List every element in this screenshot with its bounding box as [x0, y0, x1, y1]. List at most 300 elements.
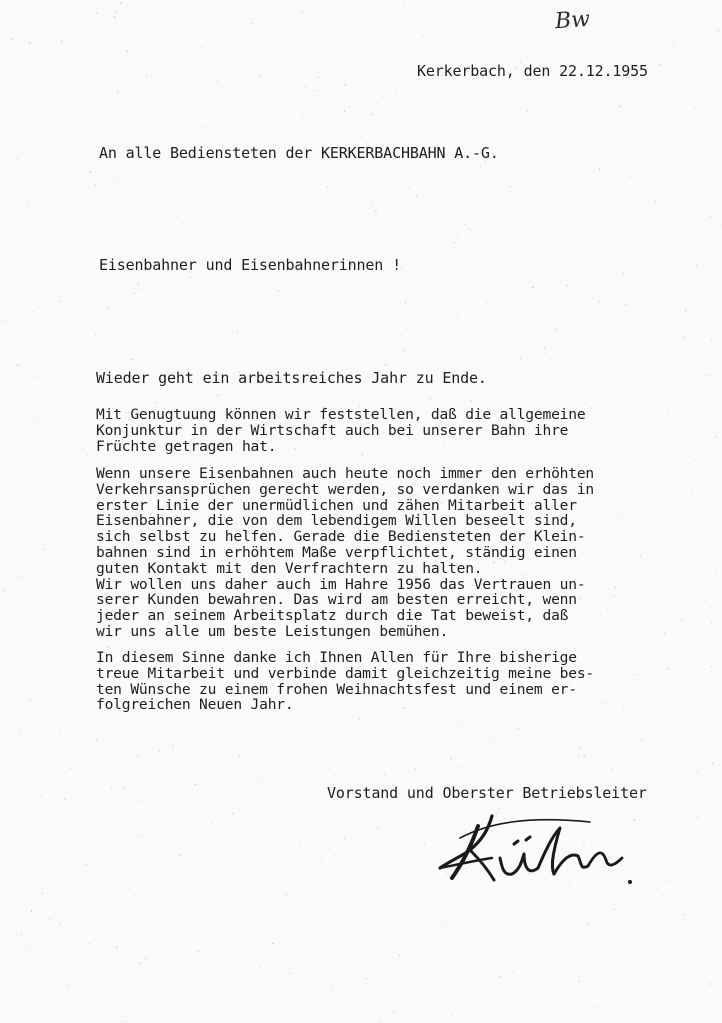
paper-speckle [137, 755, 139, 757]
paper-speckle [217, 394, 219, 396]
paper-speckle [40, 796, 41, 797]
paper-speckle [656, 889, 657, 890]
paper-speckle [107, 898, 108, 899]
paper-speckle [75, 542, 77, 544]
paper-speckle [684, 601, 685, 602]
paper-speckle [159, 750, 161, 752]
paper-speckle [10, 30, 11, 31]
paragraph-line: jeder an seinem Arbeitsplatz durch die Tat beweist, daß [96, 607, 569, 625]
paper-speckle [86, 454, 88, 456]
paper-speckle [236, 332, 238, 334]
paper-speckle [344, 838, 345, 839]
paper-speckle [345, 9, 346, 10]
paper-speckle [385, 364, 387, 366]
paper-speckle [623, 944, 624, 945]
paper-speckle [59, 728, 61, 730]
paper-speckle [22, 863, 23, 864]
paper-speckle [418, 133, 419, 134]
paper-speckle [51, 227, 52, 228]
paper-speckle [281, 766, 282, 767]
paper-speckle [481, 38, 482, 39]
paper-speckle [518, 759, 519, 760]
paper-speckle [673, 324, 674, 325]
paper-speckle [96, 740, 97, 741]
paper-speckle [384, 774, 385, 775]
paper-speckle [445, 921, 447, 923]
paper-speckle [510, 186, 512, 188]
paper-speckle [82, 833, 83, 834]
paper-speckle [487, 368, 488, 369]
paper-speckle [523, 327, 524, 328]
paper-speckle [359, 718, 361, 720]
paper-speckle [3, 515, 4, 516]
paper-speckle [198, 951, 199, 952]
paper-speckle [2, 1000, 3, 1001]
paper-speckle [443, 128, 444, 129]
paper-speckle [349, 106, 350, 107]
paper-speckle [375, 210, 377, 212]
paper-speckle [69, 216, 71, 218]
paper-speckle [598, 1006, 600, 1008]
paper-speckle [555, 744, 556, 745]
paper-speckle [276, 30, 277, 31]
paper-speckle [490, 738, 492, 740]
paper-speckle [142, 738, 143, 739]
paragraph-1 [96, 407, 585, 454]
paper-speckle [698, 631, 699, 632]
paper-speckle [245, 106, 246, 107]
paper-speckle [393, 1012, 394, 1013]
addressee-line: An alle Bediensteten der KERKERBACHBAHN A.-G. [99, 144, 499, 162]
paper-speckle [176, 216, 177, 217]
paper-speckle [416, 195, 417, 196]
paragraph-line: Eisenbahner, die von dem lebendigem Willen beseelt sind, [96, 512, 577, 530]
paper-speckle [4, 775, 6, 777]
salutation: Eisenbahner und Eisenbahnerinnen ! [99, 256, 401, 274]
paper-speckle [258, 780, 260, 782]
paper-speckle [5, 198, 6, 199]
paper-speckle [359, 956, 360, 957]
paper-speckle [331, 235, 332, 236]
paper-speckle [581, 134, 582, 135]
paper-speckle [41, 739, 42, 740]
paper-speckle [55, 887, 56, 888]
paragraph-line: Verkehrsansprüchen gerecht werden, so verdanken wir das in [96, 480, 594, 498]
paper-speckle [327, 186, 329, 188]
paper-speckle [669, 51, 670, 52]
paper-speckle [707, 529, 708, 530]
paper-speckle [27, 576, 28, 577]
paper-speckle [527, 732, 528, 733]
paper-speckle [516, 85, 517, 86]
paper-speckle [648, 523, 649, 524]
paper-speckle [361, 881, 363, 883]
paper-speckle [693, 459, 695, 461]
paper-speckle [656, 770, 657, 771]
paper-speckle [274, 92, 275, 93]
paper-speckle [422, 36, 423, 37]
paper-speckle [196, 982, 197, 983]
paper-speckle [59, 301, 61, 303]
paper-speckle [607, 609, 608, 610]
paper-speckle [12, 264, 13, 265]
paper-speckle [141, 835, 143, 837]
paper-speckle [101, 718, 102, 719]
paper-speckle [489, 717, 490, 718]
paper-speckle [356, 53, 357, 54]
paper-speckle [217, 81, 218, 82]
paper-speckle [227, 59, 228, 60]
paper-speckle [272, 943, 274, 945]
paper-speckle [458, 766, 460, 768]
paper-speckle [41, 205, 42, 206]
paper-speckle [143, 800, 144, 801]
paper-speckle [91, 744, 93, 746]
paper-speckle [354, 904, 355, 905]
paper-speckle [25, 554, 26, 555]
paper-speckle [117, 91, 119, 93]
paper-speckle [655, 201, 657, 203]
paper-speckle [477, 981, 479, 983]
paper-speckle [684, 808, 685, 809]
paper-speckle [684, 336, 685, 337]
paper-speckle [304, 86, 306, 88]
paper-speckle [537, 176, 538, 177]
paper-speckle [512, 971, 514, 973]
paper-speckle [287, 276, 288, 277]
paper-speckle [588, 288, 589, 289]
paper-speckle [186, 87, 187, 88]
paper-speckle [591, 248, 593, 250]
paper-speckle [622, 582, 623, 583]
paper-speckle [544, 347, 546, 349]
paper-speckle [403, 350, 404, 351]
paper-speckle [642, 162, 643, 163]
paper-speckle [143, 874, 144, 875]
paper-speckle [76, 992, 77, 993]
paper-speckle [232, 813, 234, 815]
paper-speckle [278, 290, 280, 292]
paper-speckle [146, 786, 147, 787]
paper-speckle [567, 285, 568, 286]
paper-speckle [457, 316, 459, 318]
paper-speckle [19, 492, 21, 494]
paper-speckle [549, 295, 550, 296]
paper-speckle [59, 923, 60, 924]
paper-speckle [380, 1022, 381, 1023]
paper-speckle [74, 463, 76, 465]
paper-speckle [631, 419, 632, 420]
paper-speckle [211, 823, 212, 824]
paper-speckle [68, 984, 70, 986]
closing-title: Vorstand und Oberster Betriebsleiter [327, 784, 647, 802]
paper-speckle [681, 619, 682, 620]
paragraph-line: sich selbst zu helfen. Gerade die Bediensteten der Klein- [96, 528, 586, 546]
paper-speckle [654, 819, 655, 820]
paper-speckle [247, 402, 248, 403]
paper-speckle [699, 914, 700, 915]
paper-speckle [125, 1021, 126, 1022]
paper-speckle [135, 954, 136, 955]
paragraph-line: Konjunktur in der Wirtschaft auch bei unserer Bahn ihre [96, 421, 569, 439]
paper-speckle [125, 796, 126, 797]
paper-speckle [8, 806, 9, 807]
paper-speckle [95, 334, 96, 335]
paper-speckle [287, 290, 288, 291]
paper-speckle [260, 388, 261, 389]
paper-speckle [370, 925, 372, 927]
paper-speckle [107, 171, 108, 172]
paper-speckle [694, 623, 695, 624]
paper-speckle [201, 47, 203, 49]
paper-speckle [11, 38, 13, 40]
paper-speckle [605, 257, 606, 258]
paper-speckle [627, 904, 628, 905]
intro-sentence: Wieder geht ein arbeitsreiches Jahr zu Ende. [96, 369, 487, 387]
paper-speckle [428, 137, 429, 138]
paper-speckle [81, 335, 82, 336]
paper-speckle [107, 307, 109, 309]
paper-speckle [599, 182, 600, 183]
paper-speckle [286, 197, 287, 198]
paper-speckle [616, 300, 617, 301]
paper-speckle [225, 33, 226, 34]
paragraph-line: bahnen sind in erhöhtem Maße verpflichtet, ständig einen [96, 543, 577, 561]
paper-speckle [278, 70, 279, 71]
paper-speckle [685, 235, 686, 236]
paper-speckle [684, 23, 685, 24]
paper-speckle [711, 635, 712, 636]
paper-speckle [189, 727, 190, 728]
paper-speckle [174, 220, 175, 221]
paper-speckle [251, 18, 252, 19]
paper-speckle [127, 765, 128, 766]
paper-speckle [371, 202, 373, 204]
paper-speckle [441, 944, 442, 945]
paper-speckle [644, 312, 646, 314]
paper-speckle [399, 954, 400, 955]
paper-speckle [395, 90, 396, 91]
paper-speckle [645, 581, 646, 582]
paper-speckle [329, 892, 330, 893]
paragraph-line: ten Wünsche zu einem frohen Weihnachtsfest und einem er- [96, 680, 577, 698]
paper-speckle [310, 68, 311, 69]
paper-speckle [502, 218, 503, 219]
paper-speckle [706, 181, 708, 183]
paper-speckle [178, 772, 179, 773]
paper-speckle [450, 88, 451, 89]
paper-speckle [164, 362, 165, 363]
paper-speckle [104, 215, 105, 216]
paper-speckle [662, 29, 663, 30]
paper-speckle [16, 850, 17, 851]
paper-speckle [361, 136, 363, 138]
paper-speckle [583, 756, 585, 758]
paragraph-line: In diesem Sinne danke ich Ihnen Allen für Ihre bisherige [96, 649, 577, 666]
paper-speckle [157, 724, 158, 725]
paper-speckle [429, 397, 431, 399]
paper-speckle [663, 373, 664, 374]
paper-speckle [331, 949, 332, 950]
paper-speckle [668, 994, 669, 995]
paper-speckle [169, 251, 170, 252]
paper-speckle [5, 573, 6, 574]
paper-speckle [543, 132, 544, 133]
paper-speckle [197, 973, 199, 975]
paper-speckle [183, 101, 184, 102]
paper-speckle [28, 20, 29, 21]
paper-speckle [165, 335, 167, 337]
paper-speckle [136, 985, 137, 986]
paper-speckle [388, 347, 389, 348]
paper-speckle [498, 720, 500, 722]
paper-speckle [83, 287, 84, 288]
paper-speckle [559, 202, 560, 203]
paper-speckle [456, 237, 458, 239]
paper-speckle [373, 806, 374, 807]
paper-speckle [6, 321, 7, 322]
paper-speckle [343, 741, 344, 742]
paper-speckle [716, 957, 717, 958]
paper-speckle [467, 991, 468, 992]
paper-speckle [480, 3, 481, 4]
paper-speckle [394, 990, 395, 991]
paper-speckle [290, 973, 291, 974]
paper-speckle [14, 678, 15, 679]
paper-speckle [529, 953, 530, 954]
paper-speckle [300, 329, 302, 331]
paper-speckle [59, 147, 60, 148]
paper-speckle [212, 1021, 213, 1022]
paper-speckle [30, 699, 32, 701]
paper-speckle [557, 307, 558, 308]
paper-speckle [673, 990, 674, 991]
paper-speckle [550, 96, 551, 97]
paper-speckle [429, 724, 430, 725]
paper-speckle [580, 725, 581, 726]
paper-speckle [329, 861, 330, 862]
paper-speckle [711, 666, 712, 667]
paper-speckle [546, 136, 547, 137]
paper-speckle [14, 8, 15, 9]
paper-speckle [132, 359, 134, 361]
paper-speckle [711, 339, 713, 341]
paper-speckle [40, 262, 41, 263]
paper-speckle [697, 772, 699, 774]
paper-speckle [343, 102, 344, 103]
paper-speckle [259, 965, 261, 967]
paper-speckle [705, 1006, 706, 1007]
paper-speckle [578, 981, 580, 983]
paper-speckle [220, 320, 221, 321]
paper-speckle [654, 717, 656, 719]
handwritten-signature [430, 808, 640, 898]
paper-speckle [30, 805, 32, 807]
paper-speckle [352, 300, 353, 301]
paper-speckle [683, 923, 684, 924]
paper-speckle [89, 630, 90, 631]
paper-speckle [354, 397, 355, 398]
paper-speckle [93, 736, 94, 737]
paper-speckle [709, 983, 711, 985]
paper-speckle [241, 931, 242, 932]
paper-speckle [19, 730, 20, 731]
paper-speckle [698, 437, 699, 438]
paper-speckle [128, 888, 129, 889]
paper-speckle [18, 179, 19, 180]
paper-speckle [667, 412, 669, 414]
paper-speckle [110, 885, 111, 886]
paper-speckle [668, 668, 670, 670]
paper-speckle [386, 219, 387, 220]
paper-speckle [22, 227, 24, 229]
paper-speckle [706, 375, 707, 376]
paper-speckle [26, 205, 27, 206]
paper-speckle [86, 317, 87, 318]
paper-speckle [689, 332, 690, 333]
paper-speckle [381, 964, 382, 965]
paper-speckle [20, 422, 21, 423]
paper-speckle [114, 16, 116, 18]
paper-speckle [96, 12, 98, 14]
paper-speckle [391, 25, 392, 26]
paper-speckle [31, 214, 32, 215]
paper-speckle [65, 759, 67, 761]
paper-speckle [641, 740, 643, 742]
paper-speckle [636, 132, 637, 133]
paragraph-2 [96, 466, 594, 640]
paper-speckle [713, 9, 714, 10]
paper-speckle [8, 347, 9, 348]
paper-speckle [703, 181, 704, 182]
paper-speckle [61, 354, 62, 355]
paper-speckle [599, 168, 601, 170]
paper-speckle [368, 246, 369, 247]
paper-speckle [433, 962, 434, 963]
paper-speckle [682, 517, 683, 518]
paper-speckle [470, 400, 472, 402]
paper-speckle [546, 383, 547, 384]
paper-speckle [411, 839, 413, 841]
paper-speckle [286, 894, 287, 895]
paper-speckle [210, 360, 211, 361]
paper-speckle [545, 352, 546, 353]
paper-speckle [565, 898, 566, 899]
paper-speckle [83, 450, 84, 451]
paper-speckle [365, 780, 366, 781]
paper-speckle [98, 228, 99, 229]
paper-speckle [415, 768, 417, 770]
paper-speckle [211, 126, 212, 127]
paper-speckle [85, 864, 87, 866]
paper-speckle [641, 753, 642, 754]
paragraph-line: Mit Genugtuung können wir feststellen, daß die allgemeine [96, 406, 586, 423]
paper-speckle [190, 241, 192, 243]
paper-speckle [399, 125, 400, 126]
paper-speckle [299, 845, 300, 846]
paper-speckle [103, 925, 104, 926]
paper-speckle [20, 576, 21, 577]
paper-speckle [328, 768, 329, 769]
paper-speckle [249, 645, 250, 646]
paper-speckle [302, 117, 303, 118]
paper-speckle [252, 900, 254, 902]
paper-speckle [347, 926, 348, 927]
paper-speckle [451, 1014, 453, 1016]
paper-speckle [231, 848, 232, 849]
paper-speckle [254, 358, 255, 359]
paper-speckle [464, 960, 465, 961]
